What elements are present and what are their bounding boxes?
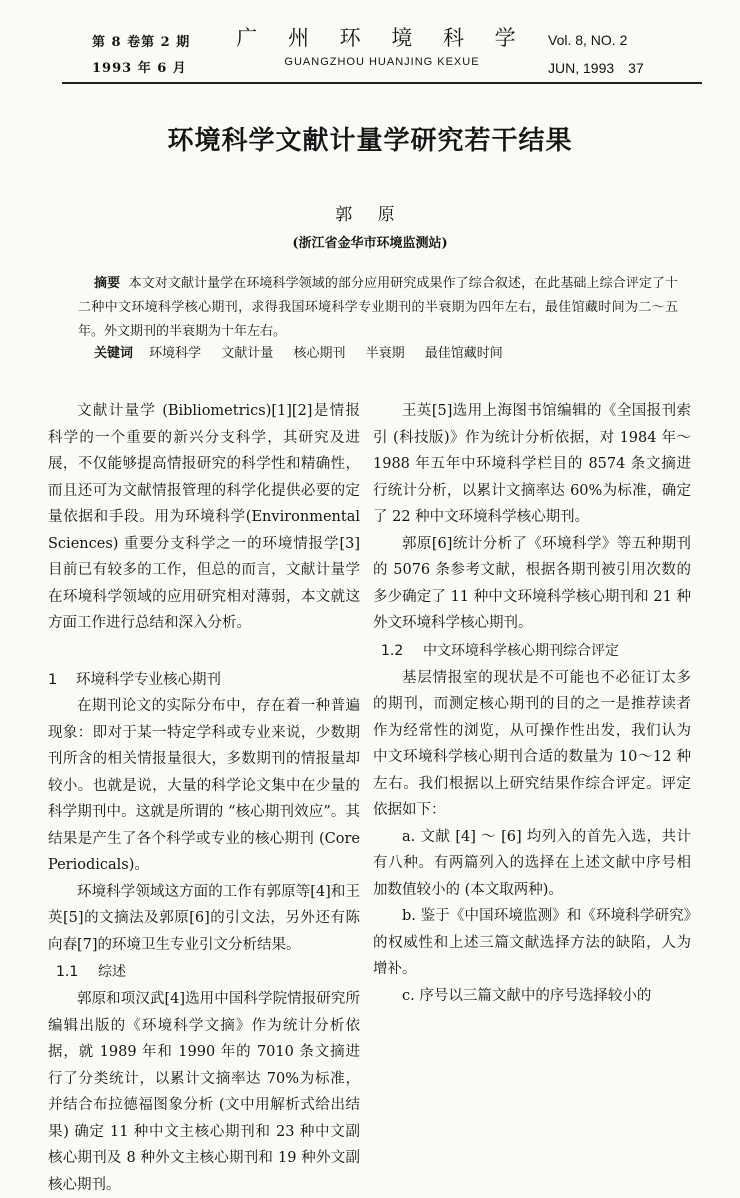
header-volume-cn: 第 8 卷第 2 期 <box>92 35 191 50</box>
intro-paragraph: 文献计量学 (Bibliometrics)[1][2]是情报科学的一个重要的新兴分支科学，其研究及进展，不仅能够提高情报研究的科学性和精确性，而且还可为文献情报管理的科学化提供必要的定量依据和手段。用为环境科学(Environmental Sciences) 重要分支科学之一的环境情报学[3]目前已有较多的工作，但总的而言，文献计量学在环境科学领域的应用研究相对薄弱，本文就这方面工作进行总结和深入分析。 <box>48 403 360 631</box>
subsection-1-2-heading <box>373 637 691 665</box>
header-volume-en: Vol. 8, NO. 2 <box>548 32 628 48</box>
right-column <box>373 398 691 1009</box>
header-date-en: JUN, 1993 <box>548 60 615 76</box>
keywords <box>94 344 684 364</box>
header-date-cn: 1993 年 6 月 <box>92 61 187 76</box>
section-1-heading <box>48 667 360 694</box>
guo-paragraph: 郭原[6]统计分析了《环境科学》等五种期刊的 5076 条参考文献，根据各期刊被引用次数的多少确定了 11 种中文环境科学核心期刊和 21 种外文环境科学核心期刊。 <box>373 535 691 631</box>
keyword: 文献计量 <box>221 346 274 361</box>
section-1-paragraph: 在期刊论文的实际分布中，存在着一种普遍现象：即对于某一特定学科或专业来说，少数期刊所含的相关情报量很大，多数期刊的情报量却较小。也就是说，大量的科学论文集中在少量的科学期刊中。这就是所谓的 “核心期刊效应”。其结果是产生了各个科学或专业的核心期刊 (Core Periodicals)。 <box>48 698 360 873</box>
journal-name-en: GUANGZHOU HUANJING KEXUE <box>284 56 480 68</box>
wang-paragraph: 王英[5]选用上海图书馆编辑的《全国报刊索引 (科技版)》作为统计分析依据，对 1984 年～1988 年五年中环境科学栏目的 8574 条文摘进行统计分析，以累计文摘率达 60%为标准，确定了 22 种中文环境科学核心期刊。 <box>373 403 691 525</box>
header-journal <box>232 24 532 68</box>
keyword: 环境科学 <box>149 346 202 361</box>
abstract-text: 本文对文献计量学在环境科学领域的部分应用研究成果作了综合叙述，在此基础上综合评定了十二种中文环境科学核心期刊，求得我国环境科学专业期刊的半衰期为四年左右，最佳馆藏时间为二～五年。外文期刊的半衰期为十年左右。 <box>78 276 678 339</box>
page-number: 37 <box>628 60 644 76</box>
running-header <box>0 24 740 82</box>
criterion-a: a. 文献 [4] ～ [6] 均列入的首先入选，共计有八种。有两篇列入的选择在上述文献中序号相加数值较小的 (本文取两种)。 <box>373 828 691 898</box>
abstract-label: 摘要 <box>94 276 121 291</box>
article-affiliation: (浙江省金华市环境监测站) <box>292 236 448 251</box>
subsection-title: 综述 <box>98 964 126 980</box>
left-column <box>48 398 360 1198</box>
header-right <box>548 26 644 82</box>
subsection-1-1-paragraph: 郭原和项汉武[4]选用中国科学院情报研究所编辑出版的《环境科学文摘》作为统计分析依据，就 1989 年和 1990 年的 7010 条文摘进行了分类统计，以累计文摘率达 70%为标准，并结合布拉德福图象分析 (文中用解析式给出结果) 确定 11 种中文主核心期刊和 23 种中文副核心期刊及 8 种外文主核心期刊和 19 种外文副核心期刊。 <box>48 991 360 1193</box>
subsection-number: 1.1 <box>56 964 79 980</box>
criterion-c: c. 序号以三篇文献中的序号选择较小的 <box>402 987 652 1004</box>
section-title: 环境科学专业核心期刊 <box>76 671 221 688</box>
keyword: 半衰期 <box>365 346 405 361</box>
abstract <box>78 272 678 344</box>
section-number: 1 <box>48 671 58 688</box>
journal-name-cn: 广 州 环 境 科 学 <box>236 26 528 50</box>
article-author: 郭 原 <box>335 205 405 225</box>
subsection-number: 1.2 <box>381 642 404 659</box>
article-title: 环境科学文献计量学研究若干结果 <box>167 126 573 156</box>
criterion-b: b. 鉴于《中国环境监测》和《环境科学研究》的权威性和上述三篇文献选择方法的缺陷，人为增补。 <box>373 908 691 977</box>
keyword: 核心期刊 <box>293 346 346 361</box>
subsection-title: 中文环境科学核心期刊综合评定 <box>423 642 619 659</box>
subsection-1-2-paragraph: 基层情报室的现状是不可能也不必征订太多的期刊，而测定核心期刊的目的之一是推荐读者作为经常性的浏览，从可操作性出发，我们认为中文环境科学核心期刊合适的数量为 10～12 种左右。我们根据以上研究结果作综合评定。评定依据如下： <box>373 669 691 818</box>
subsection-1-1-heading <box>48 958 360 986</box>
keywords-label: 关键词 <box>94 346 134 361</box>
header-left <box>92 30 190 82</box>
section-1-paragraph: 环境科学领域这方面的工作有郭原等[4]和王英[5]的文摘法及郭原[6]的引文法，另外还有陈向春[7]的环境卫生专业引文分析结果。 <box>48 883 360 953</box>
keyword: 最佳馆藏时间 <box>424 346 503 361</box>
header-rule <box>62 82 702 84</box>
